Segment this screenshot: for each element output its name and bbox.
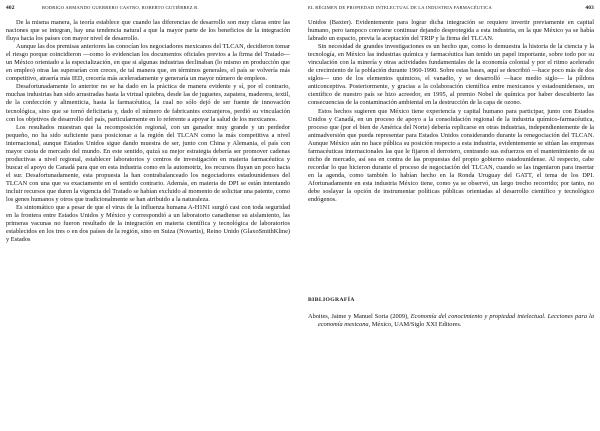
page-number: 403 <box>585 5 594 11</box>
paragraph: Sin necesidad de grandes investigaciones es un hecho que, como lo demuestra la historia de la ciencia y la tecnología, en México las industrias química y farmacéutica han tenido un papel importante, sobre todo por su vinculación con la minería y otras actividades fundamentales de la economía colonial y por el ritmo acelerado de crecimiento de la población durante 1960-1990. Sobre estas bases, aquí se describió —hace poco más de dos siglos— uno de los elementos químicos, el vanadio, y se desarrolló —hace medio siglo— la píldora anticonceptiva. Posteriormente, y gracias a la colaboración científica entre mexicanos y estadounidenses, un científico de nuestro país se hizo acreedor, en 1995, al premio Nobel de química por haber descubierto las consecuencias de la contaminación ambiental en la destrucción de la capa de ozono. <box>308 43 594 107</box>
right-page <box>308 0 594 431</box>
paragraph-continuation: Unidos (Baxter). Evidentemente para lograr dicha integración se requiere invertir previamente en capital humano, pero tampoco conviene continuar dejando desprotegida a esta industria, en la que México ya se había labrado un espacio, previa la aceptación del TRIP y la firma del TLCAN. <box>308 19 594 43</box>
running-head <box>308 4 594 12</box>
paragraph: Desafortunadamente lo anterior no se ha dado en la práctica de manera evidente y sí, por el contrario, muchas industrias han sido arrastradas hasta la virtual quiebra, desde las de juguetes, zapatera, maderera, textil, de la confección y alimenticia, hasta la farmacéutica, la cual no sólo dejó de ser fuente de innovación tecnológica, sino que se tornó deficitaria y, dado el número de fabricantes extranjeros, perdió su vinculación con los objetivos de desarrollo del país, particularmente en lo referente a apoyar la salud de los mexicanos. <box>6 83 290 123</box>
body-text <box>308 19 594 204</box>
paragraph: De la misma manera, la teoría establece que cuando las diferencias de desarrollo son muy claras entre las naciones que se integran, hay una tendencia natural a que la mayor parte de los beneficios de la integración fluya hacia los países con mayor nivel de desarrollo. <box>6 19 290 43</box>
body-text <box>6 19 290 244</box>
left-page <box>6 0 290 431</box>
bib-title: Economía del conocimiento y propiedad intelectual. Lecciones para la economía mexicana <box>318 313 594 329</box>
running-head-title: EL RÉGIMEN DE PROPIEDAD INTELECTUAL DE LA INDUSTRIA FARMACÉUTICA <box>308 5 492 10</box>
running-head <box>6 4 290 12</box>
bib-authors: Aboites, Jaime y Manuel Soria (2009), <box>308 313 411 320</box>
page-number: 402 <box>6 5 15 11</box>
paragraph: Estos hechos sugieren que México tiene experiencia y capital humano para participar, junto con Estados Unidos y Canadá, en un proceso de apoyo a la consolidación regional de la industria químico-farmacéutica, proceso que (por el bien de América del Norte) debería replicarse en otras industrias, independientemente de la animadversión que pueda representar para Estados Unidos considerando durante la renegociación del TLCAN. Aunque México aún no hace pública su posición respecto a esta industria, evidentemente se sitúan las empresas farmacéuticas internacionales las que le fijaron el derrotero, centrando sus esfuerzos en el mantenimiento de su nicho de mercado, así sea en contra de las propuestas del propio gobierno estadounidense. Al respecto, cabe recordar lo que hicieron durante el proceso de negociación del TLCAN, cuando se las ingeniaron para insertar en la agenda, como también lo habían hecho en la Ronda Uruguay del GATT, el tema de los DPI. Afortunadamente en esta industria México tiene, como ya se observó, un largo trecho recorrido; por tanto, no debe soslayar la opción de instrumentar políticas públicas orientadas al desarrollo científico y tecnológico endógenos. <box>308 107 594 204</box>
bib-publisher: , México, UAM/Siglo XXI Editores. <box>368 321 462 329</box>
paragraph: Es sintomático que a pesar de que el virus de la influenza humana A-H1N1 surgió casi con toda seguridad en la frontera entre Estados Unidos y México y correspondió a un laboratorio canadiense su aislamiento, las primeras vacunas no fueron resultado de la integración en materia científica y tecnológica de laboratorios establecidos en los tres o en dos países de la región, sino en Suiza (Novartis), Reino Unido (GlaxoSmithKline) y Estados <box>6 204 290 244</box>
paragraph: Aunque las dos premisas anteriores las conocían los negociadores mexicanos del TLCAN, decidieron tomar el riesgo porque coincidieron —como lo evidencian los documentos oficiales previos a la firma del Tratado— un México orientado a la especialización, en que si algunas industrias declinaban (lo mismo en producción que en empleo) otras las superarían con creces, de tal manera que, en términos generales, el país se volvería más competitivo, atraería más IED, crecería más aceleradamente y generaría un mayor número de empleos. <box>6 43 290 83</box>
paragraph: Los resultados muestran que la recomposición regional, con un ganador muy grande y un perdedor pequeño, no ha sido suficiente para posicionar a la región del TLCAN como la más competitiva a nivel internacional, aunque Estados Unidos sigue dando muestra de ser, junto con China y Alemania, el país con mayor cuota de mercado del mundo. En este sentido, quizá su mejor estrategia debería ser promover cadenas productivas a nivel regional, establecer laboratorios y centros de investigación en materia farmacéutica y buscar el apoyo de Canadá para que en esta industria como en la automotriz, los recursos fluyan un poco hacia el sur. Desafortunadamente, esta propuesta la han contrabalanceado los negociadores estadounidenses del TLCAN con una que va exactamente en el sentido contrario. Además, en materia de DPI se están intentando incluir recursos que duren la vigencia del Tratado se habían excluido al momento de solicitar una patente, como los genes humanos y otros que tradicionalmente se han atribuido a la naturaleza. <box>6 123 290 204</box>
bibliography-heading: BIBLIOGRAFÍA <box>308 297 355 303</box>
running-head-title: RODRIGO ARMANDO GUERRERO CASTRO, ROBERTO GUTIÉRREZ R. <box>42 5 199 10</box>
bibliography-entry <box>308 313 594 329</box>
